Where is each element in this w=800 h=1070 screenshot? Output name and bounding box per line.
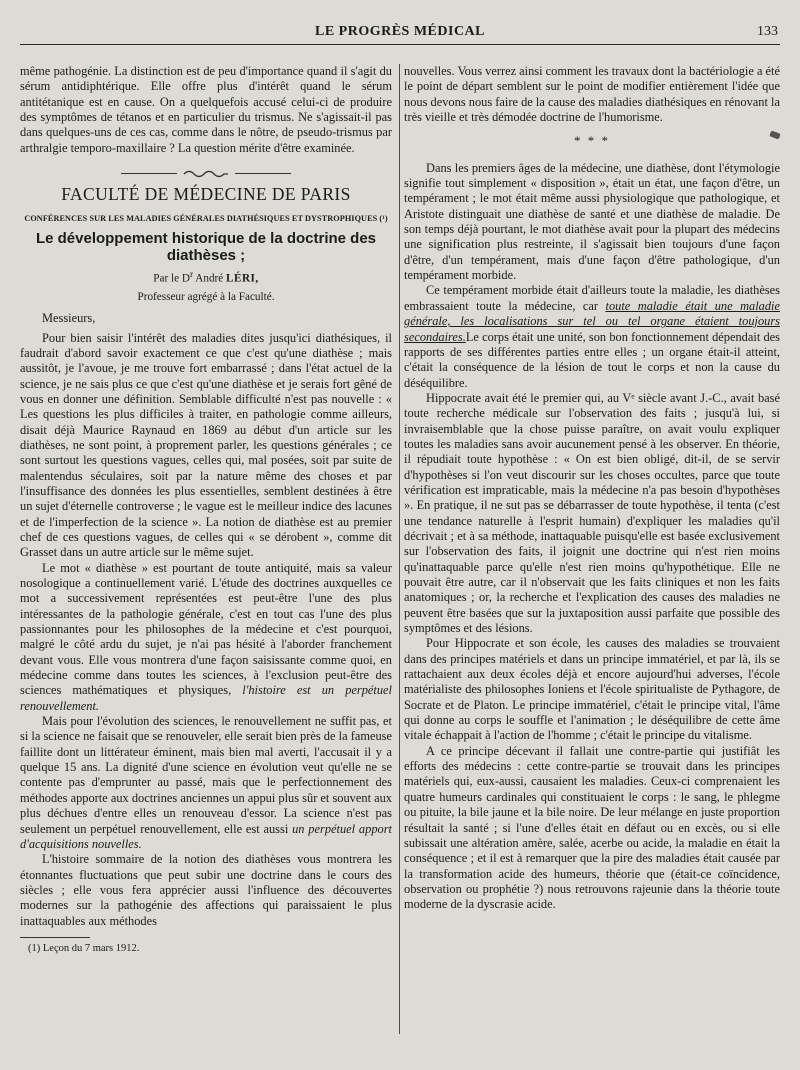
italic-phrase: toute maladie était une maladie générale, les localisations sur tel ou tel organe étaient toujours secondaires. xyxy=(404,298,780,344)
salutation: Messieurs, xyxy=(42,311,96,326)
ornament-rule-left xyxy=(121,173,177,174)
footnote-rule xyxy=(20,937,90,938)
author-role: Professeur agrégé à la Faculté. xyxy=(137,290,275,303)
section-asterisks: * * * xyxy=(574,133,610,149)
italic-phrase: l'histoire est un perpétuel renouvellement. xyxy=(20,683,392,713)
right-column xyxy=(404,64,780,1039)
body-text: Ce tempérament morbide était d'ailleurs toute la maladie, les diathèses embrassaient toute la médecine, car xyxy=(404,283,780,313)
italic-phrase: un perpétuel apport d'acquisitions nouvelles. xyxy=(20,821,392,851)
body-paragraph: L'histoire sommaire de la notion des diathèses vous montrera les étonnantes fluctuations que peut subir une doctrine dans le cours des siècles ; elle vous fera apprécier aussi l'influence des découvertes modernes sur la pathogénie des affections qui paraissaient le plus inattaquables aux méthodes xyxy=(20,852,392,928)
body-paragraph: Dans les premiers âges de la médecine, une diathèse, dont l'étymologie signifie tout simplement « disposition », était un état, une façon d'être, un tempérament ; le mot était même aussi physiologique que pathologique, et Aristote distinguait une diathèse de santé et une diathèse de maladie. De son temps déjà pourtant, le mot diathèse avait pour la plupart des médecins une signification plus restreinte, il s'agissait bien toujours d'une façon d'être, d'un tempérament, mais d'une façon d'être pathologique, d'un tempérament morbide. xyxy=(404,160,780,283)
author-surname: LÉRI, xyxy=(226,272,259,285)
body-paragraph: Pour Hippocrate et son école, les causes des maladies se trouvaient dans des principes matériels et dans un principe immatériel, et par là, ils se rattachaient aux deux écoles déjà et encore aujourd'hui adverses, l'école matérialiste des philosophes Ioniens et l'école spiritualiste de Pythagore, de Socrate et de Platon. Le principe immatériel, c'était le principe vital, l'âme qui donne au corps le souffle et l'animation ; le déséquilibre de cette âme vitale échappait à l'action de l'homme ; c'était le principe du vitalisme. xyxy=(404,636,780,743)
body-paragraph xyxy=(20,561,392,714)
flourish-icon xyxy=(183,169,229,179)
body-text: Le corps était une unité, son bon fonctionnement dépendait des rapports de ses différentes parties entre elles ; un organe était-il atteint, c'était la conséquence de la lésion de tout le corps et non la cause du déséquilibre. xyxy=(404,329,780,390)
author-prefix-sup: r xyxy=(189,270,194,281)
left-column xyxy=(20,64,392,1039)
author-prefix: Par le D xyxy=(153,272,190,285)
page-number: 133 xyxy=(757,24,778,39)
intro-paragraph: même pathogénie. La distinction est de peu d'importance quand il s'agit du sérum antidiphtérique. Elle offre plus d'intérêt quand le sérum antitétanique est en cause. On a quelquefois accusé celui-ci de produire des symptômes de tétanos et en particulier du trismus. Ne s'agissait-il pas dans quelques-uns de ces cas, comme dans le nôtre, de pseudo-trismus par arthralgie temporo-maxillaire ? La question mérite d'être examinée. xyxy=(20,64,392,155)
body-paragraph xyxy=(20,714,392,852)
footnote: (1) Leçon du 7 mars 1912. xyxy=(28,942,140,954)
body-paragraph: A ce principe décevant il fallait une contre-partie qui justifiât les efforts des médecins : cette contre-partie se trouvait dans les principes matériels qui, eux-aussi, causaient les maladies. Ceux-ci comprenaient les quatre humeurs cardinales qui constituaient le corps : le sang, le phlegme ou pituite, la bile jaune et la bile noire. De leur mélange en juste proportion résultait la santé ; si l'une d'elles était en défaut ou en excès, ou si elle subissait une altération amère, salée, acerbe ou acide, la maladie en était la conséquence ; et il est à remarquer que la pire des maladies était causée par la transformation acide des humeurs, théorie que (était-ce coïncidence, observation ou prophétie ?) nous retrouvons rajeunie dans la théorie toute moderne de la dyscrasie acide. xyxy=(404,743,780,912)
ornament-rule-right xyxy=(235,173,291,174)
body-paragraph: Hippocrate avait été le premier qui, au Vᵉ siècle avant J.-C., avait basé toute recherche médicale sur l'observation des faits ; jusqu'à lui, si invraisemblable que la chose puisse paraître, on avait voulu expliquer toutes les maladies sans avoir aucunement pensé à les observer. En théorie, il répudiait toute hypothèse : « On est bien obligé, dit-il, de se servir d'hypothèses si l'on veut discourir sur les choses occultes, parce que toute vérification est impraticable, mais la médecine n'a pas besoin d'hypothèses ». En pratique, il ne sut pas se débarrasser de toute hypothèse, il tenta (c'est une tendance naturelle à l'esprit humain) d'expliquer les maladies qu'il décrivait ; et à sa méthode, inattaquable puisqu'elle est basée exclusivement sur l'observation des faits, il joignit une doctrine qui n'est rien moins qu'inattaquable parce qu'elle n'est rien moins qu'hypothétique. Elle ne pouvait être autre, car il n'observait que les faits cliniques et non les faits anatomiques ; or, la recherche et l'explication des causes des maladies ne peuvent être basées que sur la juxtaposition aussi parfaite que possible des symptômes et des lésions. xyxy=(404,390,780,636)
journal-title: LE PROGRÈS MÉDICAL xyxy=(314,24,486,39)
section-heading: FACULTÉ DE MÉDECINE DE PARIS xyxy=(61,184,351,205)
body-text: Le mot « diathèse » est pourtant de toute antiquité, mais sa valeur nosologique a continuellement varié. L'étude des doctrines auxquelles ce mot a successivement représentées est peut-être l'une des plus intéressantes de la pathologie générale, c'est en tout cas l'une des plus passionnantes pour les philosophes de la médecine et c'est pourquoi, malgré le côté ardu du sujet, je n'ai pas hésité à l'aborder franchement devant vous. Elle vous montrera d'une façon saisissante comme quoi, en médecine comme dans toutes les sciences, à l'exclusion peut-être des sciences mathématiques et physiques, xyxy=(20,560,392,698)
section-ornament xyxy=(20,166,392,181)
body-paragraph xyxy=(404,283,780,390)
continued-paragraph: nouvelles. Vous verrez ainsi comment les travaux dont la bactériologie a été le point de départ semblent sur le point de modifier entièrement l'idée que nous devons nous faire de la cause des maladies diathésiques en rénovant la très vieille et très démodée doctrine de l'humorisme. xyxy=(404,64,780,125)
column-divider xyxy=(399,64,400,1034)
running-header xyxy=(20,22,780,45)
body-text: Mais pour l'évolution des sciences, le renouvellement ne suffit pas, et si la science ne faisait que se renouveler, elle serait bien près de la fameuse faillite dont un littérateur éminent, mais bien mal averti, l'accusait il y a quelque 15 ans. La dignité d'une science en évolution veut qu'elle ne se contente pas d'emprunter au passé, mais que le perfectionnement des méthodes apporte aux doctrines anciennes un appui plus sûr et souvent aux plus déchues d'entre elles un renouveau d'essor. La science n'est pas seulement un perpétuel renouvellement, elle est aussi xyxy=(20,714,392,836)
series-heading: CONFÉRENCES SUR LES MALADIES GÉNÉRALES DIATHÉSIQUES ET DYSTROPHIQUES (¹) xyxy=(24,213,388,223)
author-given-name: André xyxy=(195,272,224,285)
lecture-title: Le développement historique de la doctrine des diathèses ; xyxy=(35,230,377,265)
author-line xyxy=(20,268,392,286)
body-paragraph: Pour bien saisir l'intérêt des maladies dites jusqu'ici diathésiques, il faudrait d'abord savoir exactement ce que c'est qu'une diathèse ; mais aussitôt, je l'avoue, je me trouve fort embarrassé ; dans l'état actuel de la science, je ne sais plus ce que c'est qu'une diathèse et je serais fort gêné de vous en donner une définition. Semblable difficulté n'est pas nouvelle : « Les questions les plus difficiles à traiter, en pathologie comme ailleurs, disait déjà Maurice Raynaud en 1869 au début d'un article sur les diathèses, ne sont point, à proprement parler, les questions générales ; ce sont surtout les questions vagues, celles qui, mal posées, soit par suite de malentendus séculaires, soit par la nature même des choses et par l'insuffisance des données les plus essentielles, semblent destinées à être un sujet d'éternelle controverse ; le vague est le meilleur indice des lacunes et de l'imperfection de la science ». La notion de diathèse est au premier chef de ces questions vagues, de celles qui « se dérobent », comme dit Grasset dans un autre article sur le même sujet. xyxy=(20,330,392,560)
